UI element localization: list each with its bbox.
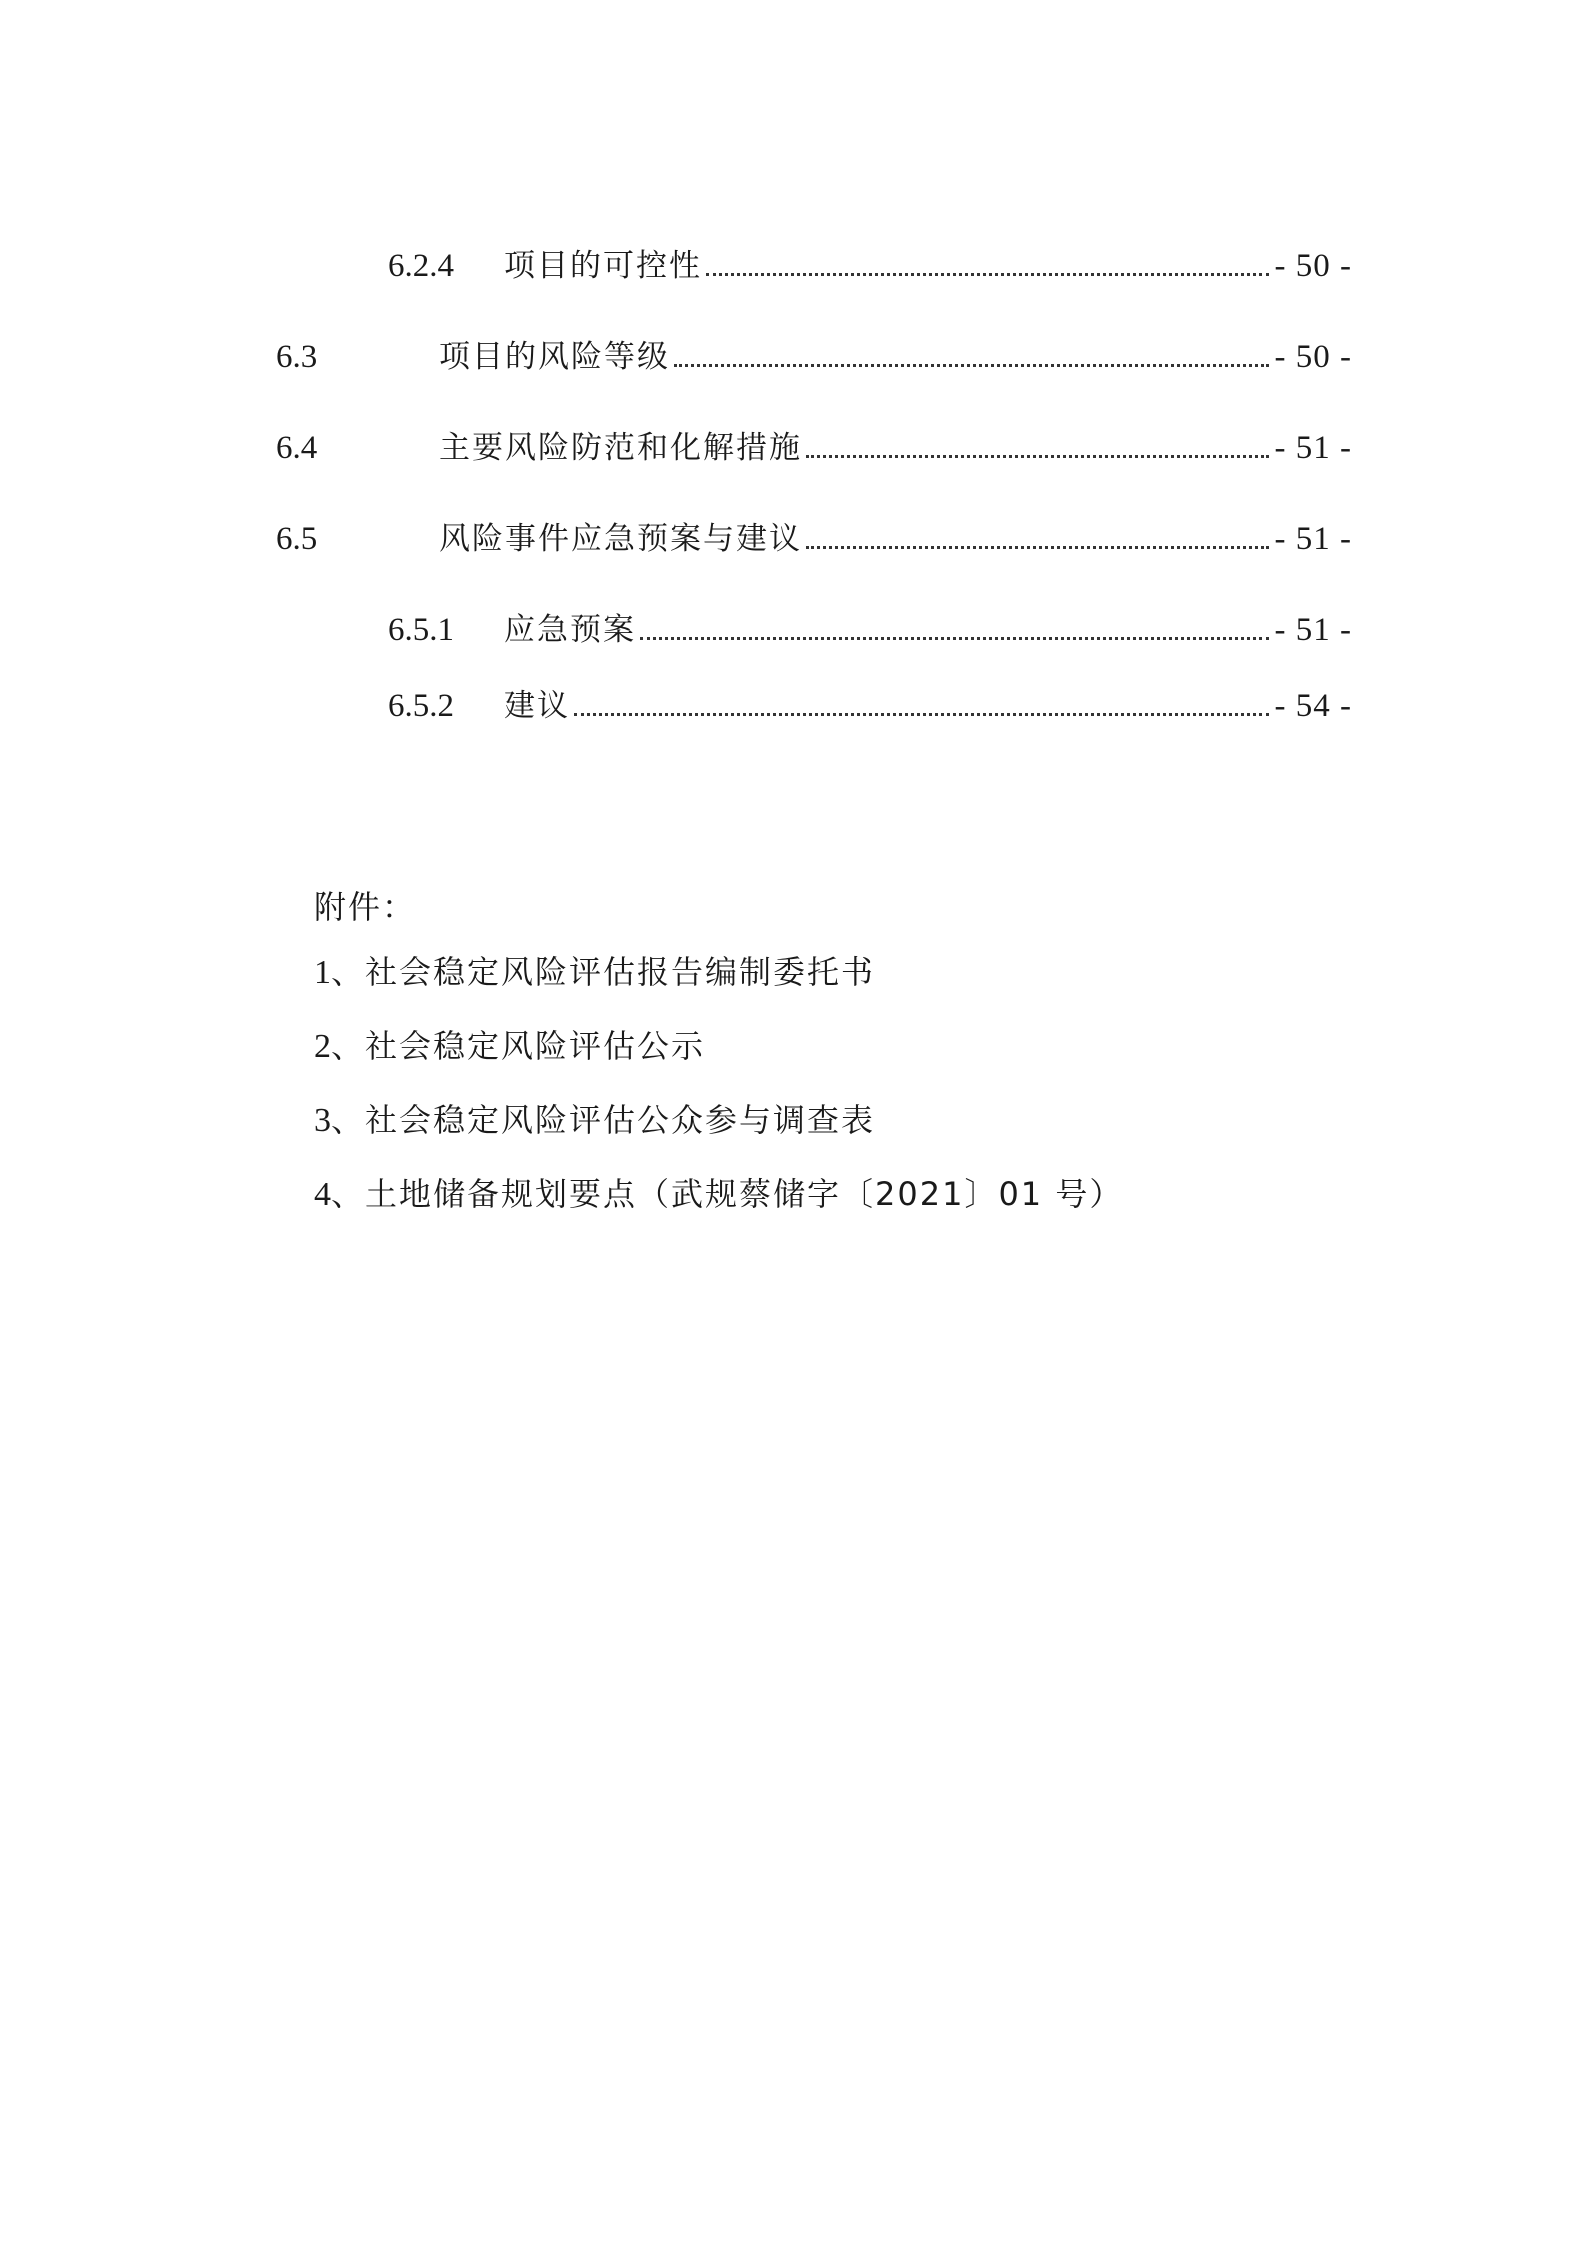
attachment-number: 3 (314, 1102, 331, 1139)
toc-entry[interactable] (276, 422, 1352, 470)
toc-dot-leader (806, 546, 1269, 549)
toc-dot-leader (640, 637, 1269, 640)
toc-dot-leader (706, 273, 1269, 276)
attachment-text: 、社会稳定风险评估公众参与调查表 (331, 1101, 876, 1139)
toc-entry[interactable] (388, 680, 1352, 728)
toc-entry-page: - 54 - (1274, 688, 1352, 724)
toc-entry-title: 应急预案 (504, 612, 636, 648)
toc-entry-number: 6.5.1 (388, 612, 454, 648)
attachment-number: 4 (314, 1176, 331, 1213)
attachment-item (314, 947, 875, 993)
toc-entry-page: - 50 - (1274, 248, 1352, 284)
toc-entry[interactable] (276, 331, 1352, 379)
toc-entry-number: 6.2.4 (388, 248, 454, 284)
attachment-text: 、土地储备规划要点（武规蔡储字〔2021〕01 号） (331, 1175, 1124, 1213)
toc-entry[interactable] (276, 513, 1352, 561)
toc-entry-number: 6.3 (276, 339, 318, 375)
toc-dot-leader (574, 713, 1269, 716)
toc-entry-number: 6.5 (276, 521, 318, 557)
attachment-item (314, 1095, 875, 1141)
attachment-item (314, 1169, 1123, 1215)
toc-entry-title: 项目的风险等级 (439, 339, 670, 375)
toc-dot-leader (674, 364, 1269, 367)
toc-entry[interactable] (388, 604, 1352, 652)
attachment-text: 、社会稳定风险评估公示 (331, 1027, 706, 1065)
toc-entry-number: 6.5.2 (388, 688, 454, 724)
attachments-heading: 附件： (314, 888, 417, 926)
toc-entry-number: 6.4 (276, 430, 318, 466)
toc-entry-title: 风险事件应急预案与建议 (439, 521, 802, 557)
toc-dot-leader (806, 455, 1269, 458)
attachment-number: 2 (314, 1028, 331, 1065)
toc-entry-title: 建议 (504, 688, 570, 724)
attachment-text: 、社会稳定风险评估报告编制委托书 (331, 953, 876, 991)
attachment-number: 1 (314, 954, 331, 991)
toc-entry-page: - 51 - (1274, 612, 1352, 648)
toc-entry-page: - 50 - (1274, 339, 1352, 375)
attachment-item (314, 1021, 705, 1067)
toc-entry-title: 项目的可控性 (504, 248, 702, 284)
toc-entry-page: - 51 - (1274, 521, 1352, 557)
toc-entry[interactable] (388, 240, 1352, 288)
toc-entry-title: 主要风险防范和化解措施 (439, 430, 802, 466)
toc-entry-page: - 51 - (1274, 430, 1352, 466)
